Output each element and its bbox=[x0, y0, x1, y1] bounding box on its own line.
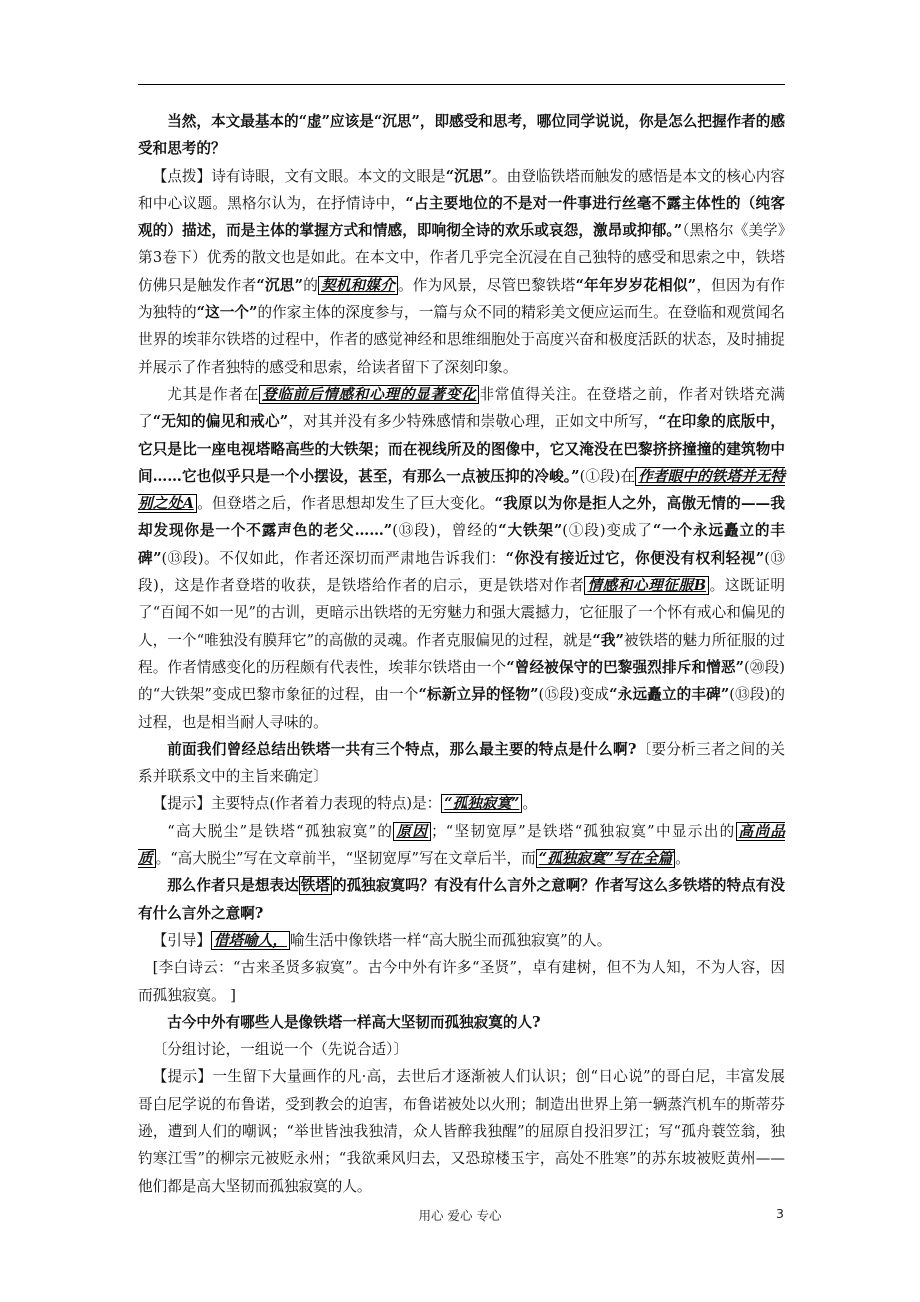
page-footer: 用心 爱心 专心 bbox=[418, 1208, 502, 1223]
boxed-keyword: 铁塔 bbox=[300, 877, 330, 895]
quote-paragraph: [李白诗云：“古来圣贤多寂寞”。古今中外有许多“圣贤”，卓有建树，但不为人知，不为人容，因而孤独寂寞。 ] bbox=[138, 959, 785, 1004]
boxed-keyword: 契机和媒介 bbox=[318, 276, 398, 295]
boxed-keyword: 情感和心理征服B bbox=[584, 576, 709, 595]
question-paragraph-3: 那么作者只是想表达 铁塔 的孤独寂寞吗？有没有什么言外之意啊？作者写这么多铁塔的特点有没有什么言外之意啊? bbox=[138, 877, 785, 922]
question-paragraph-1 bbox=[138, 108, 785, 163]
hint-paragraph-1: 【点拨】诗有诗眼，文有文眼。本文的文眼是“沉思”。由登临铁塔而触发的感悟是本文的核心内容和中心议题。黑格尔认为，在抒情诗中，“占主要地位的不是对一件事进行丝毫不露主体性的（纯客观的）描述，而是主体的掌握方式和情感，即响彻全诗的欢乐或哀怨，激昂或抑郁。”（黑格尔《美学》第3卷下）优秀的散文也是如此。在本文中，作者几乎完全沉浸在自己独特的感受和思索之中，铁塔仿佛只是触发作者“沉思”的 契机和媒介 。作为风景，尽管巴黎铁塔“年年岁岁花相似”，但因为有作为独特的“这一个”的作家主体的深度参与，一篇与众不同的精彩美文便应运而生。在登临和观赏闻名世界的埃菲尔铁塔的过程中，作者的感觉神经和思维细胞处于高度兴奋和极度活跃的状态，及时捕捉并展示了作者独特的感受和思索，给读者留下了深刻印象。 bbox=[138, 167, 785, 376]
hint-paragraph-3: 【提示】一生留下大量画作的凡·高，去世后才逐渐被人们认识；创“日心说”的哥白尼，丰富发展哥白尼学说的布鲁诺，受到教会的迫害，布鲁诺被处以火刑；制造出世界上第一辆蒸汽机车的斯蒂芬逊，遭到人们的嘲讽；“举世皆浊我独清，众人皆醉我独醒”的屈原自投汨罗江；写“孤舟蓑笠翁，独钓寒江雪”的柳宗元被贬永州；“我欲乘风归去，又恐琼楼玉宇，高处不胜寒”的苏东坡被贬黄州——他们都是高大坚韧而孤独寂寞的人。 bbox=[138, 1068, 785, 1195]
header-rule bbox=[138, 84, 785, 85]
boxed-keyword: “孤独寂寞”写在全篇 bbox=[536, 849, 676, 868]
boxed-keyword: 原因 bbox=[393, 822, 431, 841]
analysis-paragraph: 尤其是作者在 登临前后情感和心理的显著变化 非常值得关注。在登塔之前，作者对铁塔充满了“无知的偏见和戒心”，对其并没有多少特殊感情和崇敬心理，正如文中所写，“在印象的底版中，它只是比一座电视塔略高些的大铁架；而在视线所及的图像中，它又淹没在巴黎挤挤撞撞的建筑物中间……它也似乎只是一个小摆设，甚至，有那么一点被压抑的冷峻。”(①段)在 作者眼中的铁塔并无特别之处A 。但登塔之后，作者思想却发生了巨大变化。“我原以为你是拒人之外，高傲无情的——我却发现你是一个不露声色的老父……”(⑬段)，曾经的“大铁架”(①段)变成了“一个永远矗立的丰碑”(⑬段)。不仅如此，作者还深切而严肃地告诉我们：“你没有接近过它，你便没有权利轻视”(⑬段)，这是作者登塔的收获，是铁塔给作者的启示，更是铁塔对作者 情感和心理征服B 。这既证明了“百闻不如一见”的古训，更暗示出铁塔的无穷魅力和强大震撼力，它征服了一个怀有戒心和偏见的人，一个“唯独没有膜拜它”的高傲的灵魂。作者克服偏见的过程，就是“我”被铁塔的魅力所征服的过程。作者情感变化的历程颇有代表性，埃菲尔铁塔由一个“曾经被保守的巴黎强烈排斥和憎恶”(⑳段)的“大铁架”变成巴黎市象征的过程，由一个“标新立异的怪物”(⑮段)变成“永远矗立的丰碑”(⑬段)的过程，也是相当耐人寻味的。 bbox=[138, 385, 786, 731]
document-body bbox=[138, 108, 785, 1200]
boxed-keyword: “孤独寂寞” bbox=[441, 794, 522, 813]
explanation-paragraph: “高大脱尘”是铁塔“孤独寂寞”的 原因 ；“坚韧宽厚”是铁塔“孤独寂寞”中显示出的 高尚品质 。“高大脱尘”写在文章前半，“坚韧宽厚”写在文章后半，而 “孤独寂寞”写在全篇 。 bbox=[138, 822, 785, 868]
boxed-keyword: 高尚品质 bbox=[138, 822, 785, 868]
discussion-note: 〔分组讨论，一组说一个（先说合适）〕 bbox=[152, 1041, 408, 1059]
boxed-keyword: 作者眼中的铁塔并无特别之处A bbox=[138, 467, 785, 513]
question-paragraph-4: 古今中外有哪些人是像铁塔一样高大坚韧而孤独寂寞的人? bbox=[167, 1013, 541, 1031]
boxed-keyword: 登临前后情感和心理的显著变化 bbox=[259, 385, 479, 404]
guide-paragraph: 【引导】 借塔喻人， 喻生活中像铁塔一样“高大脱尘而孤独寂寞”的人。 bbox=[152, 931, 612, 949]
question-text: 当然，本文最基本的“虚”应该是“沉思”，即感受和思考，哪位同学说说，你是怎么把握作者的感受和思考的？ bbox=[138, 113, 785, 158]
page-number: 3 bbox=[776, 1206, 784, 1221]
boxed-keyword: 借塔喻人， bbox=[211, 931, 290, 950]
question-paragraph-2: 前面我们曾经总结出铁塔一共有三个特点，那么最主要的特点是什么啊?〔要分析三者之间的关系并联系文中的主旨来确定〕 bbox=[138, 740, 785, 786]
hint-paragraph-2: 【提示】主要特点(作者着力表现的特点)是： “孤独寂寞” 。 bbox=[152, 795, 538, 813]
